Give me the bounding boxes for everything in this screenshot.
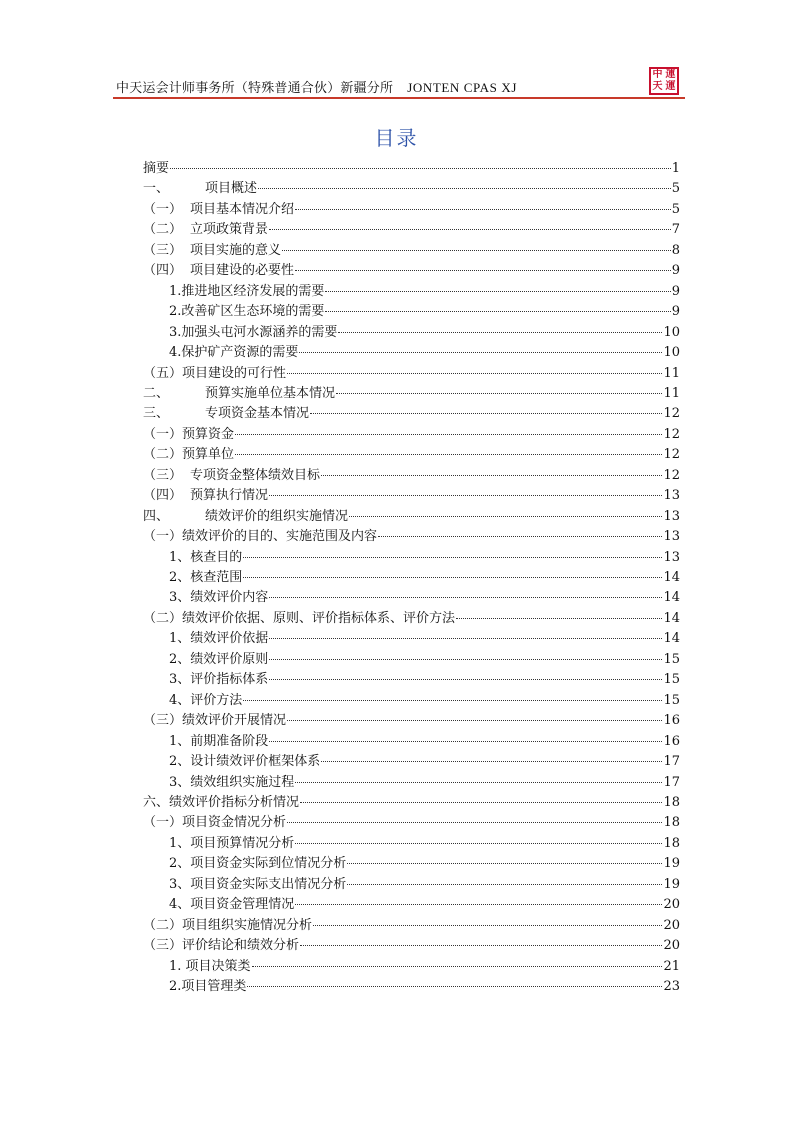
toc-entry-text: 2.项目管理类 <box>169 979 247 994</box>
toc-dot-leader <box>300 944 662 946</box>
toc-entry[interactable] <box>143 423 680 443</box>
toc-page-number: 7 <box>671 222 680 238</box>
toc-dot-leader <box>287 372 662 374</box>
toc-entry[interactable] <box>143 975 680 995</box>
toc-entry-number: （三） <box>143 938 183 954</box>
toc-dot-leader <box>235 453 662 455</box>
toc-entry-label <box>143 607 455 626</box>
toc-page-number: 18 <box>663 835 680 851</box>
toc-dot-leader <box>295 781 662 783</box>
toc-entry[interactable] <box>143 668 680 688</box>
toc-entry[interactable] <box>143 811 680 831</box>
toc-entry[interactable] <box>143 525 680 545</box>
toc-entry-number: （四） <box>143 488 183 504</box>
toc-entry-label <box>143 341 298 360</box>
toc-entry-label <box>143 402 309 421</box>
toc-entry-text: 3、绩效评价内容 <box>169 590 269 606</box>
toc-entry[interactable] <box>143 546 680 566</box>
toc-entry-text: 4、评价方法 <box>169 692 243 708</box>
toc-page-number: 10 <box>663 324 680 340</box>
toc-page-number: 18 <box>663 815 680 831</box>
toc-page-number: 17 <box>663 754 680 770</box>
running-header <box>116 77 676 96</box>
toc-entry-text: 4.保护矿产资源的需要 <box>169 345 299 361</box>
toc-entry-number: （一） <box>143 426 183 442</box>
toc-entry-label <box>143 771 294 790</box>
toc-entry[interactable] <box>143 914 680 934</box>
toc-entry-number: 四、 <box>143 508 170 524</box>
toc-entry-label <box>143 198 294 217</box>
toc-page-number: 20 <box>663 917 680 933</box>
toc-page-number: 5 <box>671 181 680 197</box>
toc-dot-leader <box>349 515 662 517</box>
toc-entry[interactable] <box>143 321 680 341</box>
toc-dot-leader <box>243 699 662 701</box>
toc-entry-number: （一） <box>143 529 183 545</box>
toc-entry[interactable] <box>143 280 680 300</box>
toc-entry[interactable] <box>143 464 680 484</box>
toc-entry-text: 绩效评价的组织实施情况 <box>205 508 349 524</box>
toc-entry[interactable] <box>143 157 680 177</box>
toc-entry[interactable] <box>143 893 680 913</box>
toc-entry-number: （三） <box>143 713 183 729</box>
toc-page-number: 13 <box>663 549 680 565</box>
page-title: 目录 <box>374 126 419 150</box>
toc-page-number: 11 <box>663 365 680 381</box>
toc-dot-leader <box>347 862 662 864</box>
toc-entry-text: 专项资金整体绩效目标 <box>190 467 321 483</box>
toc-entry-label <box>143 791 299 810</box>
toc-dot-leader <box>338 331 662 333</box>
toc-dot-leader <box>282 249 671 251</box>
toc-dot-leader <box>287 821 662 823</box>
toc-entry[interactable] <box>143 934 680 954</box>
toc-entry[interactable] <box>143 362 680 382</box>
toc-entry[interactable] <box>143 750 680 770</box>
toc-entry-text: 3、绩效组织实施过程 <box>169 774 295 790</box>
toc-entry-text: 2、项目资金实际到位情况分析 <box>169 856 347 872</box>
toc-entry-text: 预算单位 <box>182 447 235 463</box>
logo-char: 運 <box>665 69 676 80</box>
toc-entry[interactable] <box>143 218 680 238</box>
toc-entry-text: 1. 项目决策类 <box>169 958 251 974</box>
toc-page-number: 12 <box>663 467 680 483</box>
toc-page-number: 5 <box>671 201 680 217</box>
toc-page-number: 16 <box>663 733 680 749</box>
toc-entry-label <box>143 382 335 401</box>
toc-entry[interactable] <box>143 586 680 606</box>
header-rule <box>113 97 685 99</box>
toc-entry-number: （二） <box>143 447 183 463</box>
toc-entry[interactable] <box>143 239 680 259</box>
toc-entry-label <box>143 525 377 544</box>
toc-entry-label <box>143 914 312 933</box>
toc-page-number: 12 <box>663 426 680 442</box>
toc-entry-label <box>143 648 268 667</box>
toc-page-number: 8 <box>671 242 680 258</box>
toc-dot-leader <box>247 985 662 987</box>
toc-entry-text: 项目概述 <box>205 181 258 197</box>
toc-dot-leader <box>325 290 670 292</box>
toc-dot-leader <box>287 719 662 721</box>
toc-entry-text: 2、核查范围 <box>169 570 243 585</box>
toc-entry-label <box>143 218 268 237</box>
toc-page-number: 10 <box>663 345 680 361</box>
toc-entry[interactable] <box>143 873 680 893</box>
toc-dot-leader <box>456 617 662 619</box>
logo-char: 中 <box>652 69 663 80</box>
toc-entry-text: 六、绩效评价指标分析情况 <box>143 794 300 810</box>
toc-entry[interactable] <box>143 607 680 627</box>
firm-name-en: JONTEN CPAS XJ <box>407 80 517 95</box>
toc-entry[interactable] <box>143 402 680 422</box>
toc-entry-number: （二） <box>143 222 183 238</box>
toc-entry[interactable] <box>143 505 680 525</box>
toc-page-number: 15 <box>663 692 680 708</box>
toc-entry-text: 3、项目资金实际支出情况分析 <box>169 876 347 892</box>
toc-entry-label <box>143 975 246 994</box>
toc-page-number: 14 <box>663 631 680 647</box>
toc-entry-label <box>143 423 234 442</box>
toc-entry-text: 预算执行情况 <box>190 488 269 504</box>
toc-page-number: 23 <box>663 979 680 994</box>
toc-entry-label <box>143 239 281 258</box>
toc-page-number: 18 <box>663 794 680 810</box>
toc-entry-text: 1、项目预算情况分析 <box>169 835 295 851</box>
toc-entry-text: 立项政策背景 <box>190 222 269 238</box>
toc-dot-leader <box>295 269 671 271</box>
toc-entry-number: （四） <box>143 263 183 279</box>
toc-entry[interactable] <box>143 955 680 975</box>
toc-page-number: 12 <box>663 406 680 422</box>
toc-entry-text: 专项资金基本情况 <box>205 406 310 422</box>
toc-page-number: 12 <box>663 447 680 463</box>
toc-entry-label <box>143 177 257 196</box>
toc-entry-label <box>143 484 268 503</box>
toc-entry-text: 2.改善矿区生态环境的需要 <box>169 304 325 320</box>
toc-entry[interactable] <box>143 709 680 729</box>
logo-char: 運 <box>665 81 676 92</box>
toc-entry-text: 1、前期准备阶段 <box>169 733 269 749</box>
toc-entry[interactable] <box>143 627 680 647</box>
toc-page-number: 20 <box>663 897 680 913</box>
toc-page-number: 1 <box>671 161 680 176</box>
toc-dot-leader <box>269 596 662 598</box>
toc-dot-leader <box>170 167 671 169</box>
toc-dot-leader <box>378 535 662 537</box>
firm-name-cn: 中天运会计师事务所（特殊普通合伙）新疆分所 <box>116 81 394 96</box>
toc-entry-text: 绩效评价开展情况 <box>182 713 287 729</box>
toc-entry-label <box>143 443 234 462</box>
toc-dot-leader <box>336 392 662 394</box>
firm-logo-seal <box>649 67 679 95</box>
toc-dot-leader <box>243 556 662 558</box>
toc-entry-label <box>143 259 294 278</box>
toc-entry-text: 3、评价指标体系 <box>169 672 269 688</box>
toc-entry-number: 二、 <box>143 385 170 401</box>
toc-entry-number: （一） <box>143 815 183 831</box>
toc-entry-label <box>143 627 268 646</box>
toc-entry-label <box>143 280 324 299</box>
toc-entry-label <box>143 750 320 769</box>
toc-dot-leader <box>295 208 671 210</box>
toc-entry-text: 项目建设的必要性 <box>190 263 295 279</box>
toc-dot-leader <box>235 433 662 435</box>
toc-entry[interactable] <box>143 443 680 463</box>
toc-dot-leader <box>243 576 662 578</box>
toc-entry-text: 项目组织实施情况分析 <box>182 917 313 933</box>
toc-entry-text: 2、绩效评价原则 <box>169 651 269 667</box>
toc-entry-label <box>143 852 346 871</box>
toc-entry-label <box>143 689 242 708</box>
toc-entry-text: 预算资金 <box>182 426 235 442</box>
toc-page-number: 9 <box>671 283 680 299</box>
toc-dot-leader <box>313 924 662 926</box>
toc-page-number: 21 <box>663 958 680 974</box>
toc-entry-label <box>143 362 286 381</box>
toc-entry-label <box>143 566 242 585</box>
toc-entry-text: 2、设计绩效评价框架体系 <box>169 754 321 770</box>
toc-entry-label <box>143 668 268 687</box>
toc-entry-label <box>143 934 299 953</box>
toc-entry-label <box>143 832 294 851</box>
toc-entry[interactable] <box>143 259 680 279</box>
toc-dot-leader <box>321 760 662 762</box>
toc-entry-text: 1.推进地区经济发展的需要 <box>169 283 325 299</box>
toc-entry-text: 项目实施的意义 <box>190 242 282 258</box>
toc-entry-text: 项目基本情况介绍 <box>190 201 295 217</box>
toc-entry-number: （三） <box>143 467 183 483</box>
toc-entry[interactable] <box>143 177 680 197</box>
toc-entry[interactable] <box>143 771 680 791</box>
toc-entry[interactable] <box>143 832 680 852</box>
toc-entry-text: 4、项目资金管理情况 <box>169 897 295 913</box>
toc-page-number: 16 <box>663 713 680 729</box>
toc-entry-label <box>143 873 346 892</box>
toc-entry[interactable] <box>143 730 680 750</box>
toc-entry[interactable] <box>143 341 680 361</box>
toc-entry-label <box>143 505 348 524</box>
logo-char: 天 <box>652 81 663 92</box>
toc-dot-leader <box>269 658 662 660</box>
toc-entry[interactable] <box>143 484 680 504</box>
toc-entry[interactable] <box>143 791 680 811</box>
toc-entry-text: 绩效评价的目的、实施范围及内容 <box>182 529 378 545</box>
toc-entry-number: （三） <box>143 242 183 258</box>
toc-page-number: 17 <box>663 774 680 790</box>
toc-page-number: 13 <box>663 488 680 504</box>
toc-page-number: 13 <box>663 508 680 524</box>
toc-entry-text: 3.加强头屯河水源涵养的需要 <box>169 324 338 340</box>
toc-entry-text: 项目资金情况分析 <box>182 815 287 831</box>
toc-page-number: 13 <box>663 529 680 545</box>
toc-page-number: 11 <box>663 385 680 401</box>
toc-entry[interactable] <box>143 689 680 709</box>
toc-entry-text: 摘要 <box>143 161 170 176</box>
toc-entry-text: 绩效评价依据、原则、评价指标体系、评价方法 <box>182 610 456 626</box>
toc-dot-leader <box>295 903 662 905</box>
toc-dot-leader <box>258 187 671 189</box>
toc-entry-text: 1、绩效评价依据 <box>169 631 269 647</box>
toc-page-number: 19 <box>663 876 680 892</box>
toc-entry-label <box>143 546 242 565</box>
toc-page-number: 15 <box>663 672 680 688</box>
toc-entry-number: 一、 <box>143 181 170 197</box>
toc-entry[interactable] <box>143 648 680 668</box>
toc-entry[interactable] <box>143 198 680 218</box>
toc-page-number: 14 <box>663 610 680 626</box>
toc-dot-leader <box>300 801 662 803</box>
toc-entry[interactable] <box>143 566 680 586</box>
toc-dot-leader <box>269 228 671 230</box>
toc-page-number: 14 <box>663 590 680 606</box>
toc-entry-label <box>143 955 251 974</box>
toc-dot-leader <box>269 637 662 639</box>
toc-entry-number: （二） <box>143 917 183 933</box>
toc-entry[interactable] <box>143 852 680 872</box>
toc-dot-leader <box>321 474 662 476</box>
toc-dot-leader <box>269 494 662 496</box>
toc-dot-leader <box>252 965 663 967</box>
toc-page-number: 9 <box>671 304 680 320</box>
toc-dot-leader <box>310 412 662 414</box>
toc-entry-text: 评价结论和绩效分析 <box>182 938 300 954</box>
toc-entry-label <box>143 893 294 912</box>
toc-entry-number: （二） <box>143 610 183 626</box>
toc-page-number: 20 <box>663 938 680 954</box>
toc-page-number: 9 <box>671 263 680 279</box>
toc-page-number: 14 <box>663 570 680 585</box>
toc-entry-text: 预算实施单位基本情况 <box>205 385 336 401</box>
toc-dot-leader <box>325 310 670 312</box>
toc-dot-leader <box>295 842 662 844</box>
toc-entry-number: 三、 <box>143 406 170 422</box>
toc-entry-number: （一） <box>143 201 183 217</box>
toc-dot-leader <box>269 678 662 680</box>
toc-entry-label <box>143 811 286 830</box>
toc-entry-label <box>143 730 268 749</box>
toc-dot-leader <box>347 883 662 885</box>
toc-entry-text: 项目建设的可行性 <box>182 365 287 381</box>
toc-entry-label <box>143 321 337 340</box>
toc-entry-label <box>143 709 286 728</box>
toc-dot-leader <box>299 351 662 353</box>
toc-dot-leader <box>269 740 662 742</box>
toc-entry-label <box>143 157 169 176</box>
toc-entry[interactable] <box>143 300 680 320</box>
toc-entry[interactable] <box>143 382 680 402</box>
toc-entry-text: 1、核查目的 <box>169 549 243 565</box>
toc-entry-number: （五） <box>143 365 183 381</box>
toc-entry-label <box>143 464 320 483</box>
toc-page-number: 15 <box>663 651 680 667</box>
toc-entry-label <box>143 300 324 319</box>
toc-entry-label <box>143 586 268 605</box>
toc-page-number: 19 <box>663 856 680 872</box>
